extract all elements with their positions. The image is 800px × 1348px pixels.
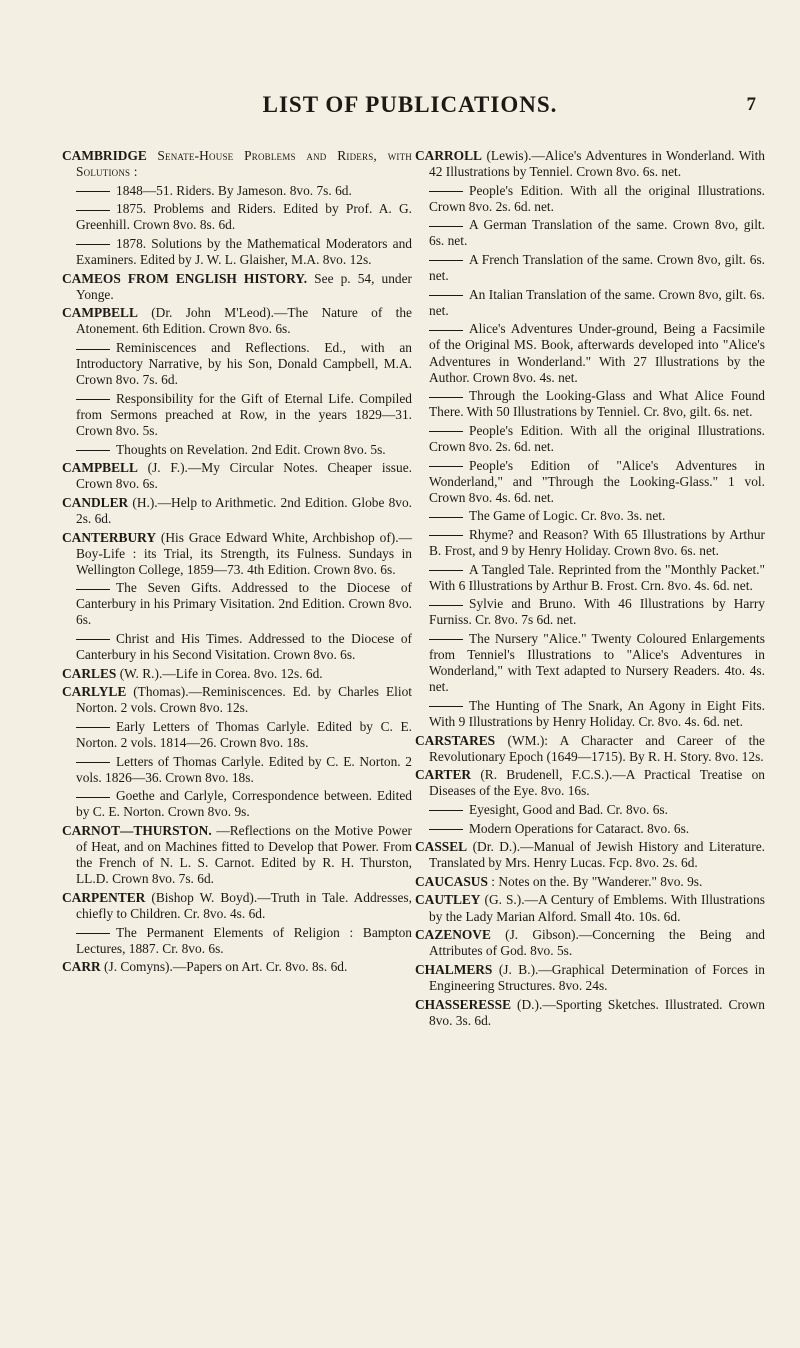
catalogue-entry xyxy=(62,495,412,527)
catalogue-entry xyxy=(62,580,412,628)
catalogue-entry xyxy=(415,148,765,180)
entry-details: 1875. Problems and Riders. Edited by Prof. A. G. Greenhill. Crown 8vo. 8s. 6d. xyxy=(76,201,412,233)
catalogue-entry xyxy=(62,391,412,439)
ditto-rule xyxy=(429,535,463,536)
catalogue-entry xyxy=(62,890,412,922)
catalogue-entry xyxy=(415,508,765,524)
entry-details: (Lewis).—Alice's Adventures in Wonderland. With 42 Illustrations by Tenniel. Crown 8vo. 6s. net. xyxy=(429,148,765,180)
entry-author: CARNOT—THURSTON. xyxy=(62,823,212,839)
entry-details: Responsibility for the Gift of Eternal Life. Compiled from Sermons preached at Row, in the years 1829—31. Crown 8vo. 5s. xyxy=(76,390,412,438)
entry-author: CARSTARES xyxy=(415,732,496,748)
entry-details: A German Translation of the same. Crown 8vo, gilt. 6s. net. xyxy=(429,217,765,249)
ditto-rule xyxy=(429,397,463,398)
entry-details: The Permanent Elements of Religion : Bampton Lectures, 1887. Cr. 8vo. 6s. xyxy=(76,924,412,956)
entry-author: CARR xyxy=(62,959,101,975)
ditto-rule xyxy=(429,517,463,518)
catalogue-entry xyxy=(415,423,765,455)
ditto-rule xyxy=(76,210,110,211)
entry-details: A Tangled Tale. Reprinted from the "Monthly Packet." With 6 Illustrations by Arthur B. Frost. Crn. 8vo. 4s. 6d. net. xyxy=(429,561,765,593)
entry-details: Goethe and Carlyle, Correspondence between. Edited by C. E. Norton. Crown 8vo. 9s. xyxy=(76,788,412,820)
ditto-rule xyxy=(76,762,110,763)
entry-details: Reminiscences and Reflections. Ed., with an Introductory Narrative, by his Son, Donald Campbell, M.A. Crown 8vo. 7s. 6d. xyxy=(76,340,412,388)
entry-author: CAMPBELL xyxy=(62,305,138,321)
catalogue-entry xyxy=(62,236,412,268)
ditto-rule xyxy=(76,244,110,245)
catalogue-entry xyxy=(62,719,412,751)
catalogue-entry xyxy=(415,892,765,924)
entry-author: CHALMERS xyxy=(415,961,493,977)
catalogue-entry xyxy=(415,874,765,890)
entry-details: A French Translation of the same. Crown 8vo, gilt. 6s. net. xyxy=(429,252,765,284)
ditto-rule xyxy=(76,349,110,350)
catalogue-entry xyxy=(62,201,412,233)
catalogue-entry xyxy=(62,340,412,388)
entry-details: (J. B.).—Graphical Determination of Forces in Engineering Structures. 8vo. 24s. xyxy=(429,961,765,993)
catalogue-entry xyxy=(62,183,412,199)
entry-author: CAUCASUS xyxy=(415,873,488,889)
entry-details: Eyesight, Good and Bad. Cr. 8vo. 6s. xyxy=(469,801,668,817)
entry-author: CARLES xyxy=(62,665,117,681)
entry-details: Early Letters of Thomas Carlyle. Edited by C. E. Norton. 2 vols. 1814—26. Crown 8vo. 18s. xyxy=(76,719,412,751)
catalogue-entry xyxy=(62,631,412,663)
entry-details: (J. F.).—My Circular Notes. Cheaper issue. Crown 8vo. 6s. xyxy=(76,460,412,492)
entry-details: The Game of Logic. Cr. 8vo. 3s. net. xyxy=(469,508,666,524)
entry-details: 1878. Solutions by the Mathematical Moderators and Examiners. Edited by J. W. L. Glaisher, M.A. 8vo. 12s. xyxy=(76,236,412,268)
entry-author: CHASSERESSE xyxy=(415,996,512,1012)
entry-details: Rhyme? and Reason? With 65 Illustrations by Arthur B. Frost, and 9 by Henry Holiday. Crown 8vo. 6s. net. xyxy=(429,526,765,559)
catalogue-entry xyxy=(415,839,765,871)
entry-details: (H.).—Help to Arithmetic. 2nd Edition. Globe 8vo. 2s. 6d. xyxy=(76,494,412,526)
catalogue-entry xyxy=(62,442,412,458)
ditto-rule xyxy=(429,639,463,640)
entry-details: (J. Comyns).—Papers on Art. Cr. 8vo. 8s. 6d. xyxy=(104,959,348,975)
ditto-rule xyxy=(76,399,110,400)
ditto-rule xyxy=(429,226,463,227)
entry-details: (J. Gibson).—Concerning the Being and Attributes of God. 8vo. 5s. xyxy=(429,927,765,959)
entry-author: CARLYLE xyxy=(62,684,127,700)
catalogue-entry xyxy=(62,684,412,716)
catalogue-entry xyxy=(415,997,765,1029)
ditto-rule xyxy=(76,933,110,934)
entry-author: CANTERBURY xyxy=(62,529,157,545)
catalogue-entry xyxy=(415,527,765,559)
catalogue-entry xyxy=(415,733,765,765)
catalogue-entry xyxy=(415,321,765,385)
ditto-rule xyxy=(76,797,110,798)
page-title: LIST OF PUBLICATIONS. xyxy=(262,92,558,117)
ditto-rule xyxy=(429,570,463,571)
left-column xyxy=(62,148,412,978)
entry-author: CAMBRIDGE xyxy=(62,148,147,163)
catalogue-entry xyxy=(62,959,412,975)
catalogue-entry xyxy=(62,925,412,957)
entry-details: (G. S.).—A Century of Emblems. With Illustrations by the Lady Marian Alford. Small 4to. 10s. 6d. xyxy=(429,892,765,924)
ditto-rule xyxy=(429,330,463,331)
entry-details: (Thomas).—Reminiscences. Ed. by Charles Eliot Norton. 2 vols. Crown 8vo. 12s. xyxy=(76,684,412,716)
entry-details: People's Edition of "Alice's Adventures in Wonderland," and "Through the Looking-Glass." 1 vol. Crown 8vo. 4s. 6d. net. xyxy=(429,457,765,505)
entry-details: (W. R.).—Life in Corea. 8vo. 12s. 6d. xyxy=(119,665,323,681)
entry-details: —Reflections on the Motive Power of Heat, and on Machines fitted to Develop that Power. From the French of N. L. S. Carnot. Edited by R. H. Thurston, LL.D. Crown 8vo. 7s. 6d. xyxy=(76,823,412,887)
entry-details: (Bishop W. Boyd).—Truth in Tale. Addresses, chiefly to Children. Cr. 8vo. 4s. 6d. xyxy=(76,889,412,921)
catalogue-entry xyxy=(415,388,765,420)
catalogue-entry xyxy=(415,183,765,215)
catalogue-entry xyxy=(62,305,412,337)
entry-details: Alice's Adventures Under-ground, Being a Facsimile of the Original MS. Book, afterwards developed into "Alice's Adventures in Wonderland." With 27 Illustrations by the Author. Crown 8vo. 4s. net. xyxy=(429,321,765,385)
ditto-rule xyxy=(76,639,110,640)
entry-details: 1848—51. Riders. By Jameson. 8vo. 7s. 6d. xyxy=(116,182,352,198)
catalogue-entry xyxy=(62,788,412,820)
entry-author: CARTER xyxy=(415,767,472,783)
entry-author: CARPENTER xyxy=(62,889,146,905)
ditto-rule xyxy=(429,829,463,830)
catalogue-entry xyxy=(62,823,412,887)
entry-author: CAZENOVE xyxy=(415,927,491,943)
entry-details: Christ and His Times. Addressed to the Diocese of Canterbury in his Second Visitation. Crown 8vo. 6s. xyxy=(76,631,412,663)
ditto-rule xyxy=(429,605,463,606)
entry-details: (WM.): A Character and Career of the Revolutionary Epoch (1649—1715). By R. H. Story. 8vo. 12s. xyxy=(429,732,765,764)
catalogue-entry xyxy=(62,666,412,682)
catalogue-entry xyxy=(62,460,412,492)
catalogue-entry xyxy=(415,217,765,249)
catalogue-entry xyxy=(62,148,412,180)
catalogue-entry xyxy=(415,458,765,506)
entry-details: (Dr. D.).—Manual of Jewish History and Literature. Translated by Mrs. Henry Lucas. Fcp. 8vo. 2s. 6d. xyxy=(429,839,765,871)
ditto-rule xyxy=(429,431,463,432)
entry-title: Senate-House Problems and Riders, with Solutions : xyxy=(76,148,412,180)
entry-details: The Nursery "Alice." Twenty Coloured Enlargements from Tenniel's Illustrations to "Alice's Adventures in Wonderland," with Text adapted to Nursery Readers. 4to. 4s. net. xyxy=(429,631,765,695)
entry-author: CAMEOS FROM ENGLISH HISTORY. xyxy=(62,270,308,286)
entry-details: (R. Brudenell, F.C.S.).—A Practical Treatise on Diseases of the Eye. 8vo. 16s. xyxy=(429,767,765,799)
entry-details: : Notes on the. By "Wanderer." 8vo. 9s. xyxy=(491,873,703,889)
page-header xyxy=(60,92,760,132)
entry-details: People's Edition. With all the original Illustrations. Crown 8vo. 2s. 6d. net. xyxy=(429,422,765,454)
entry-author: CARROLL xyxy=(415,148,482,163)
entry-author: CANDLER xyxy=(62,494,129,510)
entry-details: The Seven Gifts. Addressed to the Diocese of Canterbury in his Primary Visitation. 2nd Edition. Crown 8vo. 6s. xyxy=(76,580,412,628)
entry-details: People's Edition. With all the original Illustrations. Crown 8vo. 2s. 6d. net. xyxy=(429,182,765,214)
catalogue-entry xyxy=(62,271,412,303)
entry-author: CAMPBELL xyxy=(62,460,138,476)
catalogue-entry xyxy=(415,252,765,284)
entry-details: (D.).—Sporting Sketches. Illustrated. Crown 8vo. 3s. 6d. xyxy=(429,996,765,1028)
entry-details: Letters of Thomas Carlyle. Edited by C. E. Norton. 2 vols. 1826—36. Crown 8vo. 18s. xyxy=(76,753,412,785)
page-number: 7 xyxy=(746,94,756,115)
catalogue-entry xyxy=(415,562,765,594)
catalogue-entry xyxy=(415,287,765,319)
catalogue-entry xyxy=(415,767,765,799)
catalogue-entry xyxy=(415,698,765,730)
catalogue-entry xyxy=(415,821,765,837)
ditto-rule xyxy=(76,727,110,728)
entry-details: Thoughts on Revelation. 2nd Edit. Crown 8vo. 5s. xyxy=(116,441,386,457)
catalogue-entry xyxy=(415,802,765,818)
entry-details: An Italian Translation of the same. Crown 8vo, gilt. 6s. net. xyxy=(429,286,765,318)
catalogue-entry xyxy=(62,754,412,786)
catalogue-entry xyxy=(415,596,765,628)
entry-details: Sylvie and Bruno. With 46 Illustrations by Harry Furniss. Cr. 8vo. 7s 6d. net. xyxy=(429,596,765,628)
right-column xyxy=(415,148,765,1031)
entry-details: Modern Operations for Cataract. 8vo. 6s. xyxy=(469,820,690,836)
ditto-rule xyxy=(76,450,110,451)
entry-details: (Dr. John M'Leod).—The Nature of the Atonement. 6th Edition. Crown 8vo. 6s. xyxy=(76,305,412,337)
ditto-rule xyxy=(429,191,463,192)
ditto-rule xyxy=(429,810,463,811)
ditto-rule xyxy=(429,295,463,296)
catalogue-entry xyxy=(415,631,765,695)
ditto-rule xyxy=(429,466,463,467)
catalogue-entry xyxy=(415,962,765,994)
catalogue-entry xyxy=(415,927,765,959)
ditto-rule xyxy=(76,191,110,192)
entry-author: CASSEL xyxy=(415,839,468,855)
catalogue-entry xyxy=(62,530,412,578)
ditto-rule xyxy=(76,589,110,590)
entry-details: See p. 54, under Yonge. xyxy=(76,270,412,302)
entry-author: CAUTLEY xyxy=(415,892,481,908)
entry-details: The Hunting of The Snark, An Agony in Eight Fits. With 9 Illustrations by Henry Holiday. Cr. 8vo. 4s. 6d. net. xyxy=(429,697,765,729)
ditto-rule xyxy=(429,260,463,261)
entry-details: Through the Looking-Glass and What Alice Found There. With 50 Illustrations by Tenniel. Cr. 8vo, gilt. 6s. net. xyxy=(429,388,765,420)
entry-details: (His Grace Edward White, Archbishop of).—Boy-Life : its Trial, its Strength, its Fulness. Sundays in Wellington College, 1859—73. 4th Edition. Crown 8vo. 6s. xyxy=(76,529,412,577)
ditto-rule xyxy=(429,706,463,707)
